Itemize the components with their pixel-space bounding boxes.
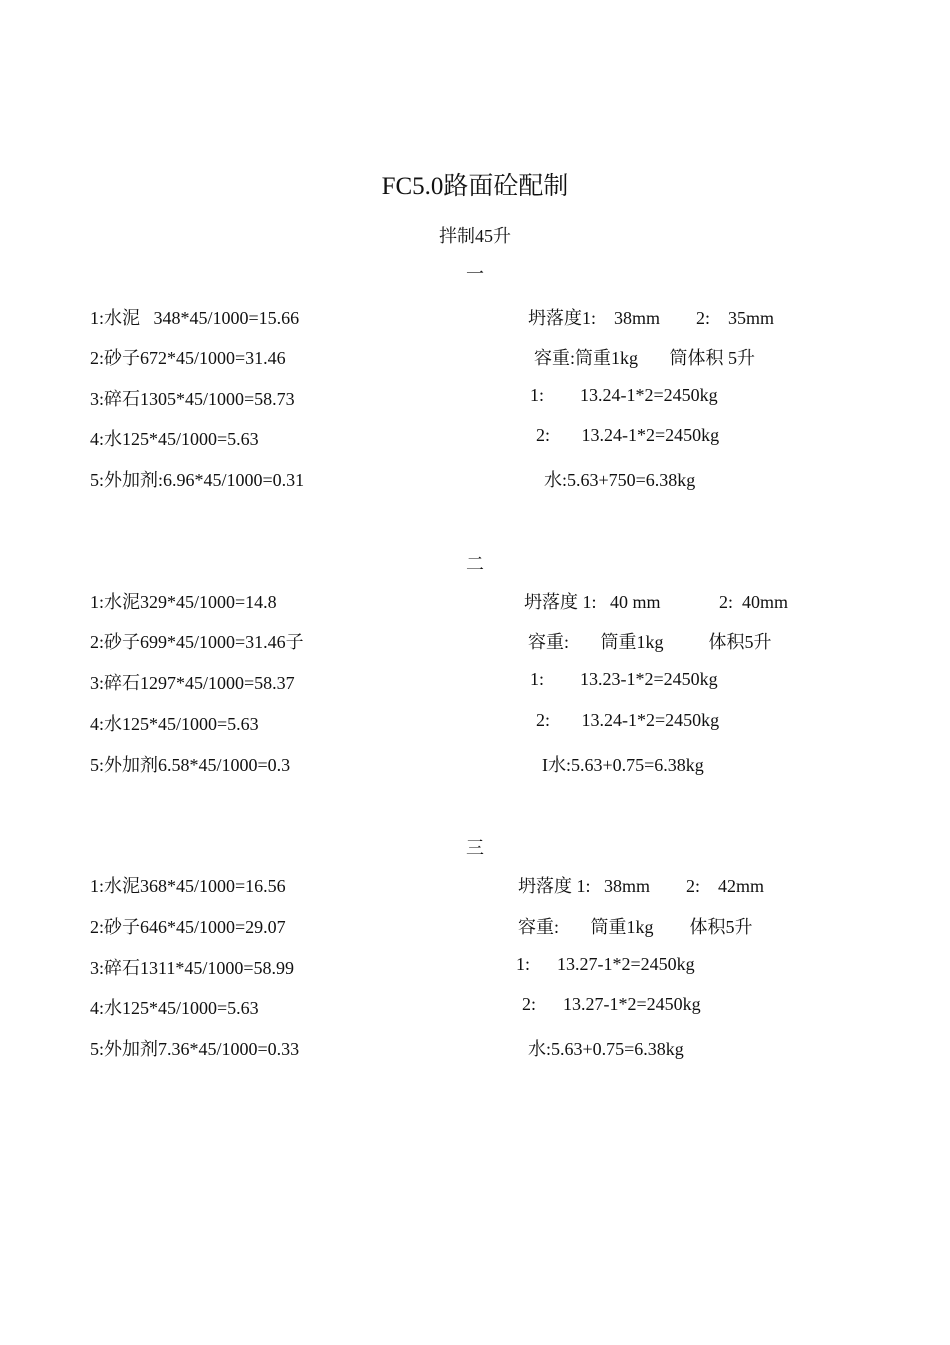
section-2-right-line-4: 2: 13.24-1*2=2450kg (536, 710, 720, 730)
section-1-right-line-3: 1: 13.24-1*2=2450kg (530, 385, 718, 405)
section-2-left-line-5: 5:外加剂6.58*45/1000=0.3 (90, 755, 291, 775)
section-3-left-line-1: 1:水泥368*45/1000=16.56 (90, 876, 286, 896)
section-3-left-line-4: 4:水125*45/1000=5.63 (90, 998, 259, 1018)
section-label-3: 三 (466, 838, 484, 858)
section-label-1: 一 (466, 264, 484, 284)
section-1-left-line-5: 5:外加剂:6.96*45/1000=0.31 (90, 470, 305, 490)
section-3-right-line-4: 2: 13.27-1*2=2450kg (522, 994, 701, 1014)
section-3-right-line-1: 坍落度 1: 38mm 2: 42mm (518, 876, 765, 896)
document-title: FC5.0路面砼配制 (381, 173, 569, 200)
section-2-right-line-3: 1: 13.23-1*2=2450kg (530, 669, 718, 689)
section-1-left-line-4: 4:水125*45/1000=5.63 (90, 429, 259, 449)
section-2-left-line-3: 3:碎石1297*45/1000=58.37 (90, 673, 295, 693)
section-1-left-line-1: 1:水泥 348*45/1000=15.66 (90, 308, 300, 328)
section-1-right-line-2: 容重:筒重1kg 筒体积 5升 (534, 348, 756, 368)
section-1-left-line-2: 2:砂子672*45/1000=31.46 (90, 348, 286, 368)
section-2-left-line-2: 2:砂子699*45/1000=31.46子 (90, 632, 304, 652)
section-2-left-line-4: 4:水125*45/1000=5.63 (90, 714, 259, 734)
section-2-right-line-2: 容重: 筒重1kg 体积5升 (528, 632, 772, 652)
section-1-left-line-3: 3:碎石1305*45/1000=58.73 (90, 389, 295, 409)
section-2-right-line-1: 坍落度 1: 40 mm 2: 40mm (524, 592, 789, 612)
section-2-right-line-5: I水:5.63+0.75=6.38kg (542, 755, 704, 775)
document-subtitle: 拌制45升 (439, 226, 511, 246)
section-3-right-line-2: 容重: 筒重1kg 体积5升 (518, 917, 753, 937)
section-3-left-line-5: 5:外加剂7.36*45/1000=0.33 (90, 1039, 300, 1059)
section-1-right-line-4: 2: 13.24-1*2=2450kg (536, 425, 720, 445)
section-3-left-line-3: 3:碎石1311*45/1000=58.99 (90, 958, 294, 978)
section-2-left-line-1: 1:水泥329*45/1000=14.8 (90, 592, 277, 612)
section-3-right-line-5: 水:5.63+0.75=6.38kg (528, 1039, 684, 1059)
section-3-right-line-3: 1: 13.27-1*2=2450kg (516, 954, 695, 974)
section-3-left-line-2: 2:砂子646*45/1000=29.07 (90, 917, 286, 937)
section-label-2: 二 (466, 554, 484, 574)
section-1-right-line-5: 水:5.63+750=6.38kg (544, 470, 696, 490)
section-1-right-line-1: 坍落度1: 38mm 2: 35mm (528, 308, 775, 328)
